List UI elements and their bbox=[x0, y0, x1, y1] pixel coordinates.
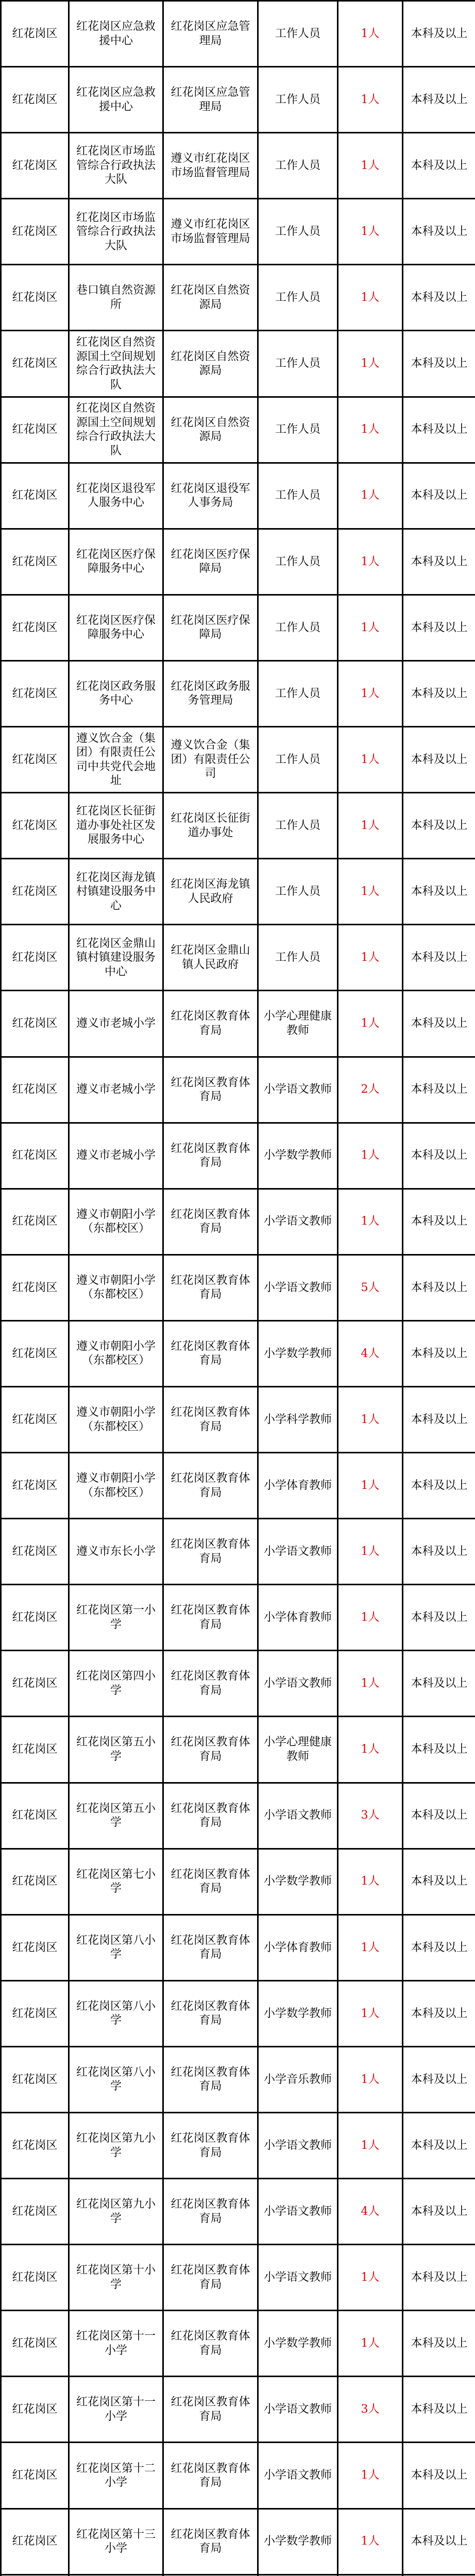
count-cell: 1人 bbox=[338, 1453, 403, 1519]
table-row bbox=[1, 1519, 475, 1585]
table-row bbox=[1, 1980, 475, 2046]
district-cell: 红花岗区 bbox=[1, 1651, 69, 1717]
dept-cell: 红花岗区政务服务管理局 bbox=[163, 660, 258, 726]
position-cell: 小学心理健康教师 bbox=[258, 1717, 338, 1783]
district-cell: 红花岗区 bbox=[1, 2509, 69, 2574]
education-cell: 本科及以上 bbox=[403, 727, 475, 793]
education-cell: 本科及以上 bbox=[403, 2046, 475, 2112]
unit-cell: 遵义市朝阳小学（东都校区） bbox=[69, 1453, 163, 1519]
table-row bbox=[1, 1783, 475, 1849]
unit-cell: 红花岗区政务服务中心 bbox=[69, 660, 163, 726]
district-cell: 红花岗区 bbox=[1, 595, 69, 660]
dept-cell: 红花岗区教育体育局 bbox=[163, 1255, 258, 1320]
dept-cell: 红花岗区教育体育局 bbox=[163, 1320, 258, 1386]
unit-cell: 红花岗区退役军人服务中心 bbox=[69, 463, 163, 529]
count-cell: 1人 bbox=[338, 660, 403, 726]
count-cell: 1人 bbox=[338, 1651, 403, 1717]
position-cell: 工作人员 bbox=[258, 133, 338, 199]
education-cell: 本科及以上 bbox=[403, 1320, 475, 1386]
count-cell: 4人 bbox=[338, 2179, 403, 2245]
position-cell: 工作人员 bbox=[258, 265, 338, 331]
dept-cell: 红花岗区教育体育局 bbox=[163, 2113, 258, 2179]
table-row bbox=[1, 1189, 475, 1255]
dept-cell: 遵义市红花岗区市场监督管理局 bbox=[163, 199, 258, 265]
unit-cell: 巷口镇自然资源所 bbox=[69, 265, 163, 331]
education-cell: 本科及以上 bbox=[403, 2443, 475, 2509]
unit-cell: 红花岗区第五小学 bbox=[69, 1717, 163, 1783]
count-cell: 1人 bbox=[338, 1123, 403, 1189]
position-cell: 小学语文教师 bbox=[258, 2245, 338, 2311]
table-row bbox=[1, 1849, 475, 1914]
position-cell: 工作人员 bbox=[258, 529, 338, 595]
dept-cell: 红花岗区教育体育局 bbox=[163, 1189, 258, 1255]
district-cell: 红花岗区 bbox=[1, 2311, 69, 2377]
education-cell: 本科及以上 bbox=[403, 1585, 475, 1651]
count-cell: 1人 bbox=[338, 133, 403, 199]
table-row bbox=[1, 397, 475, 463]
education-cell: 本科及以上 bbox=[403, 1, 475, 67]
table-row bbox=[1, 595, 475, 660]
position-cell: 小学语文教师 bbox=[258, 1255, 338, 1320]
count-cell: 3人 bbox=[338, 2377, 403, 2443]
education-cell: 本科及以上 bbox=[403, 660, 475, 726]
position-cell: 小学语文教师 bbox=[258, 2113, 338, 2179]
district-cell: 红花岗区 bbox=[1, 1980, 69, 2046]
table-row bbox=[1, 1320, 475, 1386]
position-cell: 小学语文教师 bbox=[258, 1189, 338, 1255]
unit-cell: 红花岗区第四小学 bbox=[69, 1651, 163, 1717]
district-cell: 红花岗区 bbox=[1, 1189, 69, 1255]
count-cell: 1人 bbox=[338, 2509, 403, 2574]
count-cell: 1人 bbox=[338, 793, 403, 859]
position-cell: 工作人员 bbox=[258, 397, 338, 463]
table-row bbox=[1, 2179, 475, 2245]
district-cell: 红花岗区 bbox=[1, 793, 69, 859]
table-row bbox=[1, 199, 475, 265]
dept-cell: 红花岗区教育体育局 bbox=[163, 1585, 258, 1651]
table-row bbox=[1, 991, 475, 1057]
table-row bbox=[1, 660, 475, 726]
dept-cell: 红花岗区教育体育局 bbox=[163, 1453, 258, 1519]
dept-cell: 红花岗区自然资源局 bbox=[163, 265, 258, 331]
dept-cell: 红花岗区教育体育局 bbox=[163, 2046, 258, 2112]
dept-cell: 红花岗区自然资源局 bbox=[163, 331, 258, 397]
position-cell: 小学语文教师 bbox=[258, 2377, 338, 2443]
unit-cell: 红花岗区第八小学 bbox=[69, 2046, 163, 2112]
count-cell: 1人 bbox=[338, 991, 403, 1057]
table-row bbox=[1, 133, 475, 199]
unit-cell: 遵义市老城小学 bbox=[69, 1123, 163, 1189]
district-cell: 红花岗区 bbox=[1, 1123, 69, 1189]
position-cell: 工作人员 bbox=[258, 727, 338, 793]
unit-cell: 红花岗区第五小学 bbox=[69, 1783, 163, 1849]
education-cell: 本科及以上 bbox=[403, 1651, 475, 1717]
unit-cell: 红花岗区第八小学 bbox=[69, 1980, 163, 2046]
position-cell: 小学体育教师 bbox=[258, 1585, 338, 1651]
unit-cell: 红花岗区海龙镇村镇建设服务中心 bbox=[69, 859, 163, 925]
table-row bbox=[1, 1914, 475, 1980]
table-row bbox=[1, 859, 475, 925]
unit-cell: 红花岗区医疗保障服务中心 bbox=[69, 595, 163, 660]
dept-cell: 红花岗区教育体育局 bbox=[163, 1914, 258, 1980]
district-cell: 红花岗区 bbox=[1, 991, 69, 1057]
dept-cell: 红花岗区长征街道办事处 bbox=[163, 793, 258, 859]
education-cell: 本科及以上 bbox=[403, 859, 475, 925]
position-cell: 小学数学教师 bbox=[258, 1320, 338, 1386]
table-row bbox=[1, 67, 475, 133]
district-cell: 红花岗区 bbox=[1, 1320, 69, 1386]
unit-cell: 红花岗区第九小学 bbox=[69, 2113, 163, 2179]
district-cell: 红花岗区 bbox=[1, 199, 69, 265]
education-cell: 本科及以上 bbox=[403, 1453, 475, 1519]
unit-cell: 遵义市东长小学 bbox=[69, 1519, 163, 1585]
count-cell: 1人 bbox=[338, 859, 403, 925]
district-cell: 红花岗区 bbox=[1, 1386, 69, 1452]
education-cell: 本科及以上 bbox=[403, 529, 475, 595]
education-cell: 本科及以上 bbox=[403, 133, 475, 199]
table-row bbox=[1, 1255, 475, 1320]
unit-cell: 红花岗区应急救援中心 bbox=[69, 1, 163, 67]
dept-cell: 遵义市红花岗区市场监督管理局 bbox=[163, 133, 258, 199]
table-row bbox=[1, 727, 475, 793]
district-cell: 红花岗区 bbox=[1, 1519, 69, 1585]
table-row bbox=[1, 1, 475, 67]
education-cell: 本科及以上 bbox=[403, 1980, 475, 2046]
education-cell: 本科及以上 bbox=[403, 265, 475, 331]
education-cell: 本科及以上 bbox=[403, 2179, 475, 2245]
education-cell: 本科及以上 bbox=[403, 2509, 475, 2574]
count-cell: 1人 bbox=[338, 1189, 403, 1255]
count-cell: 1人 bbox=[338, 1386, 403, 1452]
position-cell: 小学数学教师 bbox=[258, 2509, 338, 2574]
position-cell: 小学数学教师 bbox=[258, 1849, 338, 1914]
count-cell: 1人 bbox=[338, 1, 403, 67]
position-cell: 工作人员 bbox=[258, 199, 338, 265]
dept-cell: 红花岗区海龙镇人民政府 bbox=[163, 859, 258, 925]
position-cell: 工作人员 bbox=[258, 793, 338, 859]
district-cell: 红花岗区 bbox=[1, 1717, 69, 1783]
unit-cell: 红花岗区市场监管综合行政执法大队 bbox=[69, 133, 163, 199]
position-cell: 小学数学教师 bbox=[258, 1980, 338, 2046]
count-cell: 2人 bbox=[338, 1057, 403, 1123]
position-cell: 小学语文教师 bbox=[258, 1519, 338, 1585]
position-cell: 小学科学教师 bbox=[258, 1386, 338, 1452]
unit-cell: 红花岗区自然资源国土空间规划综合行政执法大队 bbox=[69, 397, 163, 463]
education-cell: 本科及以上 bbox=[403, 1849, 475, 1914]
unit-cell: 红花岗区第八小学 bbox=[69, 1914, 163, 1980]
table-row bbox=[1, 2509, 475, 2574]
dept-cell: 红花岗区教育体育局 bbox=[163, 1123, 258, 1189]
unit-cell: 红花岗区医疗保障服务中心 bbox=[69, 529, 163, 595]
count-cell: 1人 bbox=[338, 199, 403, 265]
table-row bbox=[1, 331, 475, 397]
education-cell: 本科及以上 bbox=[403, 2311, 475, 2377]
table-row bbox=[1, 1651, 475, 1717]
district-cell: 红花岗区 bbox=[1, 727, 69, 793]
district-cell: 红花岗区 bbox=[1, 1255, 69, 1320]
education-cell: 本科及以上 bbox=[403, 397, 475, 463]
count-cell: 1人 bbox=[338, 2245, 403, 2311]
count-cell: 1人 bbox=[338, 265, 403, 331]
table-row bbox=[1, 1057, 475, 1123]
count-cell: 1人 bbox=[338, 67, 403, 133]
education-cell: 本科及以上 bbox=[403, 1057, 475, 1123]
district-cell: 红花岗区 bbox=[1, 1453, 69, 1519]
unit-cell: 遵义饮合金（集团）有限责任公司中共党代会地址 bbox=[69, 727, 163, 793]
position-cell: 工作人员 bbox=[258, 331, 338, 397]
education-cell: 本科及以上 bbox=[403, 2377, 475, 2443]
position-cell: 小学数学教师 bbox=[258, 2311, 338, 2377]
unit-cell: 红花岗区第十三小学 bbox=[69, 2509, 163, 2574]
education-cell: 本科及以上 bbox=[403, 2245, 475, 2311]
position-cell: 小学心理健康教师 bbox=[258, 991, 338, 1057]
position-cell: 小学语文教师 bbox=[258, 1783, 338, 1849]
dept-cell: 红花岗区医疗保障局 bbox=[163, 529, 258, 595]
position-cell: 小学音乐教师 bbox=[258, 2046, 338, 2112]
district-cell: 红花岗区 bbox=[1, 331, 69, 397]
district-cell: 红花岗区 bbox=[1, 397, 69, 463]
table-row bbox=[1, 925, 475, 991]
table-row bbox=[1, 1386, 475, 1452]
district-cell: 红花岗区 bbox=[1, 1585, 69, 1651]
dept-cell: 红花岗区教育体育局 bbox=[163, 1717, 258, 1783]
table-row bbox=[1, 793, 475, 859]
unit-cell: 红花岗区第十一小学 bbox=[69, 2377, 163, 2443]
district-cell: 红花岗区 bbox=[1, 1057, 69, 1123]
dept-cell: 红花岗区教育体育局 bbox=[163, 2311, 258, 2377]
dept-cell: 红花岗区医疗保障局 bbox=[163, 595, 258, 660]
unit-cell: 红花岗区第九小学 bbox=[69, 2179, 163, 2245]
district-cell: 红花岗区 bbox=[1, 2245, 69, 2311]
table-row bbox=[1, 1123, 475, 1189]
education-cell: 本科及以上 bbox=[403, 331, 475, 397]
table-row bbox=[1, 2443, 475, 2509]
dept-cell: 红花岗区教育体育局 bbox=[163, 2443, 258, 2509]
education-cell: 本科及以上 bbox=[403, 463, 475, 529]
district-cell: 红花岗区 bbox=[1, 2046, 69, 2112]
count-cell: 1人 bbox=[338, 1914, 403, 1980]
count-cell: 1人 bbox=[338, 331, 403, 397]
unit-cell: 红花岗区第七小学 bbox=[69, 1849, 163, 1914]
unit-cell: 红花岗区第一小学 bbox=[69, 1585, 163, 1651]
dept-cell: 红花岗区教育体育局 bbox=[163, 1783, 258, 1849]
education-cell: 本科及以上 bbox=[403, 1717, 475, 1783]
education-cell: 本科及以上 bbox=[403, 1914, 475, 1980]
position-cell: 小学体育教师 bbox=[258, 1914, 338, 1980]
count-cell: 1人 bbox=[338, 2443, 403, 2509]
count-cell: 4人 bbox=[338, 1320, 403, 1386]
education-cell: 本科及以上 bbox=[403, 199, 475, 265]
count-cell: 1人 bbox=[338, 1849, 403, 1914]
count-cell: 1人 bbox=[338, 2311, 403, 2377]
table-row bbox=[1, 2245, 475, 2311]
unit-cell: 红花岗区自然资源国土空间规划综合行政执法大队 bbox=[69, 331, 163, 397]
unit-cell: 红花岗区长征街道办事处社区发展服务中心 bbox=[69, 793, 163, 859]
district-cell: 红花岗区 bbox=[1, 1914, 69, 1980]
table-row bbox=[1, 2377, 475, 2443]
count-cell: 1人 bbox=[338, 1980, 403, 2046]
table-row bbox=[1, 529, 475, 595]
dept-cell: 红花岗区应急管理局 bbox=[163, 67, 258, 133]
count-cell: 1人 bbox=[338, 595, 403, 660]
district-cell: 红花岗区 bbox=[1, 265, 69, 331]
dept-cell: 红花岗区应急管理局 bbox=[163, 1, 258, 67]
position-cell: 小学体育教师 bbox=[258, 1453, 338, 1519]
education-cell: 本科及以上 bbox=[403, 1519, 475, 1585]
unit-cell: 遵义市老城小学 bbox=[69, 1057, 163, 1123]
dept-cell: 红花岗区金鼎山镇人民政府 bbox=[163, 925, 258, 991]
dept-cell: 红花岗区退役军人事务局 bbox=[163, 463, 258, 529]
position-cell: 工作人员 bbox=[258, 67, 338, 133]
position-cell: 工作人员 bbox=[258, 1, 338, 67]
unit-cell: 红花岗区第十一小学 bbox=[69, 2311, 163, 2377]
dept-cell: 遵义饮合金（集团）有限责任公司 bbox=[163, 727, 258, 793]
education-cell: 本科及以上 bbox=[403, 1386, 475, 1452]
district-cell: 红花岗区 bbox=[1, 463, 69, 529]
count-cell: 1人 bbox=[338, 925, 403, 991]
dept-cell: 红花岗区教育体育局 bbox=[163, 2509, 258, 2574]
education-cell: 本科及以上 bbox=[403, 1783, 475, 1849]
dept-cell: 红花岗区教育体育局 bbox=[163, 1980, 258, 2046]
education-cell: 本科及以上 bbox=[403, 595, 475, 660]
district-cell: 红花岗区 bbox=[1, 2179, 69, 2245]
education-cell: 本科及以上 bbox=[403, 1255, 475, 1320]
count-cell: 3人 bbox=[338, 1783, 403, 1849]
dept-cell: 红花岗区教育体育局 bbox=[163, 1651, 258, 1717]
count-cell: 1人 bbox=[338, 397, 403, 463]
education-cell: 本科及以上 bbox=[403, 925, 475, 991]
unit-cell: 红花岗区第十小学 bbox=[69, 2245, 163, 2311]
count-cell: 1人 bbox=[338, 1585, 403, 1651]
unit-cell: 遵义市朝阳小学（东都校区） bbox=[69, 1189, 163, 1255]
district-cell: 红花岗区 bbox=[1, 1783, 69, 1849]
dept-cell: 红花岗区教育体育局 bbox=[163, 2377, 258, 2443]
education-cell: 本科及以上 bbox=[403, 1123, 475, 1189]
count-cell: 1人 bbox=[338, 1519, 403, 1585]
dept-cell: 红花岗区教育体育局 bbox=[163, 1057, 258, 1123]
position-cell: 工作人员 bbox=[258, 660, 338, 726]
unit-cell: 遵义市朝阳小学（东都校区） bbox=[69, 1255, 163, 1320]
table-row bbox=[1, 1585, 475, 1651]
position-cell: 小学语文教师 bbox=[258, 1651, 338, 1717]
district-cell: 红花岗区 bbox=[1, 1849, 69, 1914]
table-row bbox=[1, 2311, 475, 2377]
count-cell: 1人 bbox=[338, 1717, 403, 1783]
position-cell: 小学语文教师 bbox=[258, 2179, 338, 2245]
district-cell: 红花岗区 bbox=[1, 2443, 69, 2509]
table-row bbox=[1, 265, 475, 331]
table-row bbox=[1, 2113, 475, 2179]
district-cell: 红花岗区 bbox=[1, 2113, 69, 2179]
dept-cell: 红花岗区自然资源局 bbox=[163, 397, 258, 463]
position-cell: 工作人员 bbox=[258, 463, 338, 529]
position-cell: 工作人员 bbox=[258, 859, 338, 925]
count-cell: 1人 bbox=[338, 2046, 403, 2112]
district-cell: 红花岗区 bbox=[1, 133, 69, 199]
unit-cell: 红花岗区第十二小学 bbox=[69, 2443, 163, 2509]
district-cell: 红花岗区 bbox=[1, 925, 69, 991]
position-cell: 小学语文教师 bbox=[258, 2443, 338, 2509]
district-cell: 红花岗区 bbox=[1, 859, 69, 925]
position-cell: 小学数学教师 bbox=[258, 1123, 338, 1189]
unit-cell: 红花岗区市场监管综合行政执法大队 bbox=[69, 199, 163, 265]
count-cell: 1人 bbox=[338, 2113, 403, 2179]
education-cell: 本科及以上 bbox=[403, 991, 475, 1057]
unit-cell: 遵义市朝阳小学（东都校区） bbox=[69, 1320, 163, 1386]
district-cell: 红花岗区 bbox=[1, 529, 69, 595]
education-cell: 本科及以上 bbox=[403, 793, 475, 859]
count-cell: 1人 bbox=[338, 463, 403, 529]
table-body bbox=[1, 1, 475, 2576]
position-cell: 工作人员 bbox=[258, 925, 338, 991]
table-row bbox=[1, 1453, 475, 1519]
count-cell: 1人 bbox=[338, 529, 403, 595]
table-row bbox=[1, 2046, 475, 2112]
table-row bbox=[1, 463, 475, 529]
education-cell: 本科及以上 bbox=[403, 2113, 475, 2179]
dept-cell: 红花岗区教育体育局 bbox=[163, 1519, 258, 1585]
education-cell: 本科及以上 bbox=[403, 67, 475, 133]
position-cell: 小学语文教师 bbox=[258, 1057, 338, 1123]
education-cell: 本科及以上 bbox=[403, 1189, 475, 1255]
unit-cell: 遵义市老城小学 bbox=[69, 991, 163, 1057]
unit-cell: 遵义市朝阳小学（东都校区） bbox=[69, 1386, 163, 1452]
district-cell: 红花岗区 bbox=[1, 67, 69, 133]
dept-cell: 红花岗区教育体育局 bbox=[163, 1386, 258, 1452]
district-cell: 红花岗区 bbox=[1, 1, 69, 67]
count-cell: 1人 bbox=[338, 727, 403, 793]
unit-cell: 红花岗区应急救援中心 bbox=[69, 67, 163, 133]
district-cell: 红花岗区 bbox=[1, 660, 69, 726]
position-cell: 工作人员 bbox=[258, 595, 338, 660]
dept-cell: 红花岗区教育体育局 bbox=[163, 2179, 258, 2245]
dept-cell: 红花岗区教育体育局 bbox=[163, 2245, 258, 2311]
dept-cell: 红花岗区教育体育局 bbox=[163, 991, 258, 1057]
count-cell: 5人 bbox=[338, 1255, 403, 1320]
dept-cell: 红花岗区教育体育局 bbox=[163, 1849, 258, 1914]
table-row bbox=[1, 1717, 475, 1783]
district-cell: 红花岗区 bbox=[1, 2377, 69, 2443]
unit-cell: 红花岗区金鼎山镇村镇建设服务中心 bbox=[69, 925, 163, 991]
